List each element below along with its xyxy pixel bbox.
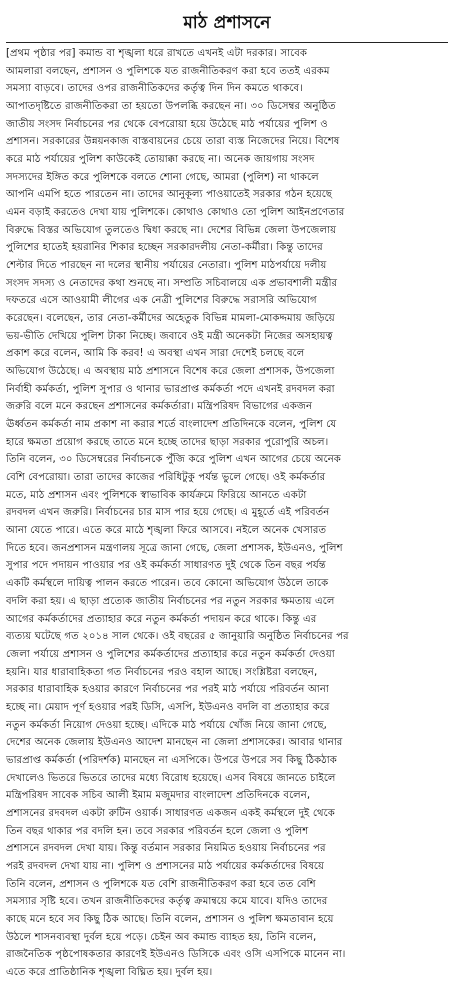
article-line: একটি কর্মস্থলে দায়িত্ব পালন করতে পারেন। তবে কোনো অভিযোগ উঠলে তাকে [6, 578, 329, 590]
article-line: সমস্যা বাড়বে। তাদের ওপর রাজনীতিকদের কর্তৃত্ব দিন দিন কমতে থাকবে। [6, 83, 303, 95]
article-line: নির্বাহী কর্মকর্তা, পুলিশ সুপার ও থানার ভারপ্রাপ্ত কর্মকর্তা পদে এখনই রদবদল করা [6, 383, 335, 395]
article-line: উঠলে শাসনব্যবস্থা দুর্বল হয়ে পড়ে। চেইন অব কমান্ড ব্যাহত হয়, তিনি বলেন, [6, 931, 317, 943]
article-line: দেশের অনেক জেলায় ইউএনও আদেশ মানছেন না জেলা প্রশাসকের। আবার থানার [6, 737, 343, 749]
article-line: প্রকাশ করে বলেন, আমি কি করব! এ অবস্থা এখন সারা দেশেই চলছে বলে [6, 348, 305, 360]
article-line: মতে, মাঠ প্রশাসন এবং পুলিশকে স্বাভাবিক কার্যক্রমে ফিরিয়ে আনতে একটা [6, 489, 307, 501]
article-line: সমস্যার সৃষ্টি হবে। তখন রাজনীতিকদের কর্তৃত্ব ক্রমান্বয়ে কমে যাবে। যদিও তাদের [6, 896, 328, 908]
article-line: পুলিশের হাতেই হয়রানির শিকার হচ্ছেন সরকারদলীয় নেতা-কর্মীরা। কিন্তু তাদের [6, 242, 323, 254]
article-line: আগের কর্মকর্তাদের প্রত্যাহার করে নতুন কর্মকর্তা পদায়ন করে থাকে। কিন্তু এর [6, 613, 317, 625]
article-line: আপাতদৃষ্টিতে রাজনীতিকরা তা হয়তো উপলব্ধি করছেন না। ৩০ ডিসেম্বর অনুষ্ঠিত [6, 101, 336, 113]
article-line: ভারপ্রাপ্ত কর্মকর্তা (পরিদর্শক) মানছেন না এসপিকে। উপরে উপরে সব কিছু ঠিকঠাক [6, 754, 337, 766]
article-line: দফতরে এসে আওয়ামী লীগের এক নেত্রী পুলিশের বিরুদ্ধে সরাসরি অভিযোগ [6, 295, 317, 307]
article-line: হয়নি। যার ধারাবাহিকতা গত নির্বাচনের পরও বহাল আছে। সংশ্লিষ্টরা বলছেন, [6, 666, 318, 678]
article-line: শেল্টার দিতে পারছেন না দলের স্থানীয় পর্যায়ের নেতারা। পুলিশ মাঠপর্যায়ে দলীয় [6, 260, 327, 272]
article-line: সুপার পদে পদায়ন পাওয়ার পর ওই কর্মকর্তা সাধারণত দুই থেকে তিন বছর পর্যন্ত [6, 560, 326, 572]
article-line: ঊর্ধ্বতন কর্মকর্তা নাম প্রকাশ না করার শর্তে বাংলাদেশ প্রতিদিনকে বলেন, পুলিশ যে [6, 419, 337, 431]
article-line: ভয়-ভীতি দেখিয়ে পুলিশ টাকা নিচ্ছে। জবাবে ওই মন্ত্রী অনেকটা নিজের অসহায়ত্ব [6, 330, 333, 342]
headline-divider [6, 42, 448, 43]
article-line: নতুন কর্মকর্তা নিয়োগ দেওয়া হচ্ছে। এদিকে মাঠ পর্যায়ে খোঁজ নিয়ে জানা গেছে, [6, 719, 327, 731]
article-line: সরকার ধারাবাহিক হওয়ার কারণে নির্বাচনের পর পরই মাঠ পর্যায়ে পরিবর্তন আনা [6, 684, 329, 696]
article-line: করে মাঠ পর্যায়ের পুলিশ কাউকেই তোয়াক্কা করছে না। অনেক জায়গায় সংসদ [6, 154, 315, 166]
article-line: অভিযোগ উঠেছে। এ অবস্থায় মাঠ প্রশাসনে বিশেষ করে জেলা প্রশাসক, উপজেলা [6, 366, 335, 378]
article-line: তিন বছর থাকার পর বদলি হন। তবে সরকার পরিবর্তন হলে জেলা ও পুলিশ [6, 825, 309, 837]
article-body [4, 45, 450, 982]
article-line: আনা যেতে পারে। এতে করে মাঠে শৃঙ্খলা ফিরে আসবে। নইলে অনেক খেসারত [6, 525, 327, 537]
article-line: তিনি বলেন, ৩০ ডিসেম্বরের নির্বাচনকে পুঁজি করে পুলিশ এখন আগের চেয়ে অনেক [6, 454, 341, 466]
article-line: জেলা পর্যায়ে প্রশাসন ও পুলিশের কর্মকর্তাদের প্রত্যাহার করে নতুন কর্মকর্তা দেওয়া [6, 648, 335, 660]
article-line: সংসদ সদস্য ও নেতাদের কথা শুনছে না। সম্প্রতি সচিবালয়ে এক প্রভাবশালী মন্ত্রীর [6, 277, 338, 289]
article-line: এমন বড়াই করতেও দেখা যায় পুলিশকে। কোথাও কোথাও তো পুলিশ আইনপ্রণেতার [6, 207, 345, 219]
article-headline: মাঠ প্রশাসনে [183, 13, 271, 33]
article-line: মন্ত্রিপরিষদ সাবেক সচিব আলী ইমাম মজুমদার বাংলাদেশ প্রতিদিনকে বলেন, [6, 790, 311, 802]
article-line: সদস্যদের ইঙ্গিত করে পুলিশকে বলতে শোনা গেছে, আমরা (পুলিশ) না থাকলে [6, 171, 319, 183]
article-line: হচ্ছে না। মেয়াদ পূর্ণ হওয়ার পরই ডিসি, এসপি, ইউএনও বদলি বা প্রত্যাহার করে [6, 701, 330, 713]
article-line: রাজনৈতিক পৃষ্ঠপোষকতার কারণেই ইউএনও ডিসিকে এবং ওসি এসপিকে মানেন না। [6, 949, 346, 961]
article-line: প্রশাসনের রদবদল একটা রুটিন ওয়ার্ক। সাধারণত একজন একই কর্মস্থলে দুই থেকে [6, 807, 335, 819]
article-line: দিতে হবে। জনপ্রশাসন মন্ত্রণালয় সূত্রে জানা গেছে, জেলা প্রশাসক, ইউএনও, পুলিশ [6, 542, 343, 554]
article-line: জরুরি বলে মনে করছেন প্রশাসনের কর্মকর্তারা। মন্ত্রিপরিষদ বিভাগের একজন [6, 401, 313, 413]
article-line: প্রশাসন। সরকারের উন্নয়নকাজ বাস্তবায়নের চেয়ে তারা ব্যস্ত নিজেদের নিয়ে। বিশেষ [6, 136, 340, 148]
article-line: আপনি এমপি হতে পারতেন না। তাদের আনুকূল্য পাওয়াতেই সরকার গঠন হয়েছে [6, 189, 333, 201]
article-line: বিরুদ্ধে বিস্তর অভিযোগ তুলতেও দ্বিধা করছে না। দেশের বিভিন্ন জেলা উপজেলায় [6, 224, 337, 236]
article-line: এতে করে প্রাতিষ্ঠানিক শৃঙ্খলা বিঘ্নিত হয়। দুর্বল হয়। [6, 966, 213, 978]
article-line: প্রশাসনে রদবদল দেখা যায়। কিন্তু বর্তমান সরকার নিয়মিত হওয়ায় নির্বাচনের পর [6, 843, 326, 855]
article-line: হারে ক্ষমতা প্রয়োগ করছে তাতে মনে হচ্ছে তাদের ছাড়া সরকার পুরোপুরি অচল। [6, 436, 329, 448]
article-line: দেখালেও ভিতরে ভিতরে তাদের মধ্যে বিরোধ হয়েছে। এসব বিষয়ে জানতে চাইলে [6, 772, 336, 784]
news-article [4, 0, 450, 978]
article-line: [প্রথম পৃষ্ঠার পর] কমান্ড বা শৃঙ্খলা ধরে রাখতে এখনই এটা দরকার। সাবেক [6, 48, 308, 59]
article-line: রদবদল এখন জরুরি। নির্বাচনের চার মাস পার হয়ে গেছে। এ মুহূর্তে এই পরিবর্তন [6, 507, 330, 519]
article-line: তিনি বলেন, প্রশাসন ও পুলিশকে যত বেশি রাজনীতিকরণ করা হবে তত বেশি [6, 878, 316, 890]
article-line: আমলারা বলছেন, প্রশাসন ও পুলিশকে যত রাজনীতিকরণ করা হবে ততই এরকম [6, 65, 330, 77]
article-line: পরই রদবদল দেখা যায় না। পুলিশ ও প্রশাসনের মাঠ পর্যায়ের কর্মকর্তাদের বিষয়ে [6, 860, 325, 872]
article-line: করেছেন। বলেছেন, তার নেতা-কর্মীদের অহেতুক বিভিন্ন মামলা-মোকদ্দমায় জড়িয়ে [6, 313, 335, 325]
article-line: জাতীয় সংসদ নির্বাচনের পর থেকে বেপরোয়া হয়ে উঠেছে মাঠ পর্যায়ের পুলিশ ও [6, 118, 328, 130]
article-line: বেশি বেপরোয়া। তারা তাদের কাজের পরিধিটুকু পর্যন্ত ভুলে গেছে। ওই কর্মকর্তার [6, 472, 326, 484]
article-line: ব্যত্যয় ঘটেছে গত ২০১৪ সাল থেকে। ওই বছরের ৫ জানুয়ারি অনুষ্ঠিত নির্বাচনের পর [6, 631, 349, 643]
article-line: বদলি করা হয়। এ ছাড়া প্রত্যেক জাতীয় নির্বাচনের পর নতুন সরকার ক্ষমতায় এলে [6, 595, 335, 607]
article-line: কাছে মনে হবে সব কিছু ঠিক আছে। তিনি বলেন, প্রশাসন ও পুলিশ ক্ষমতাবান হয়ে [6, 913, 334, 925]
